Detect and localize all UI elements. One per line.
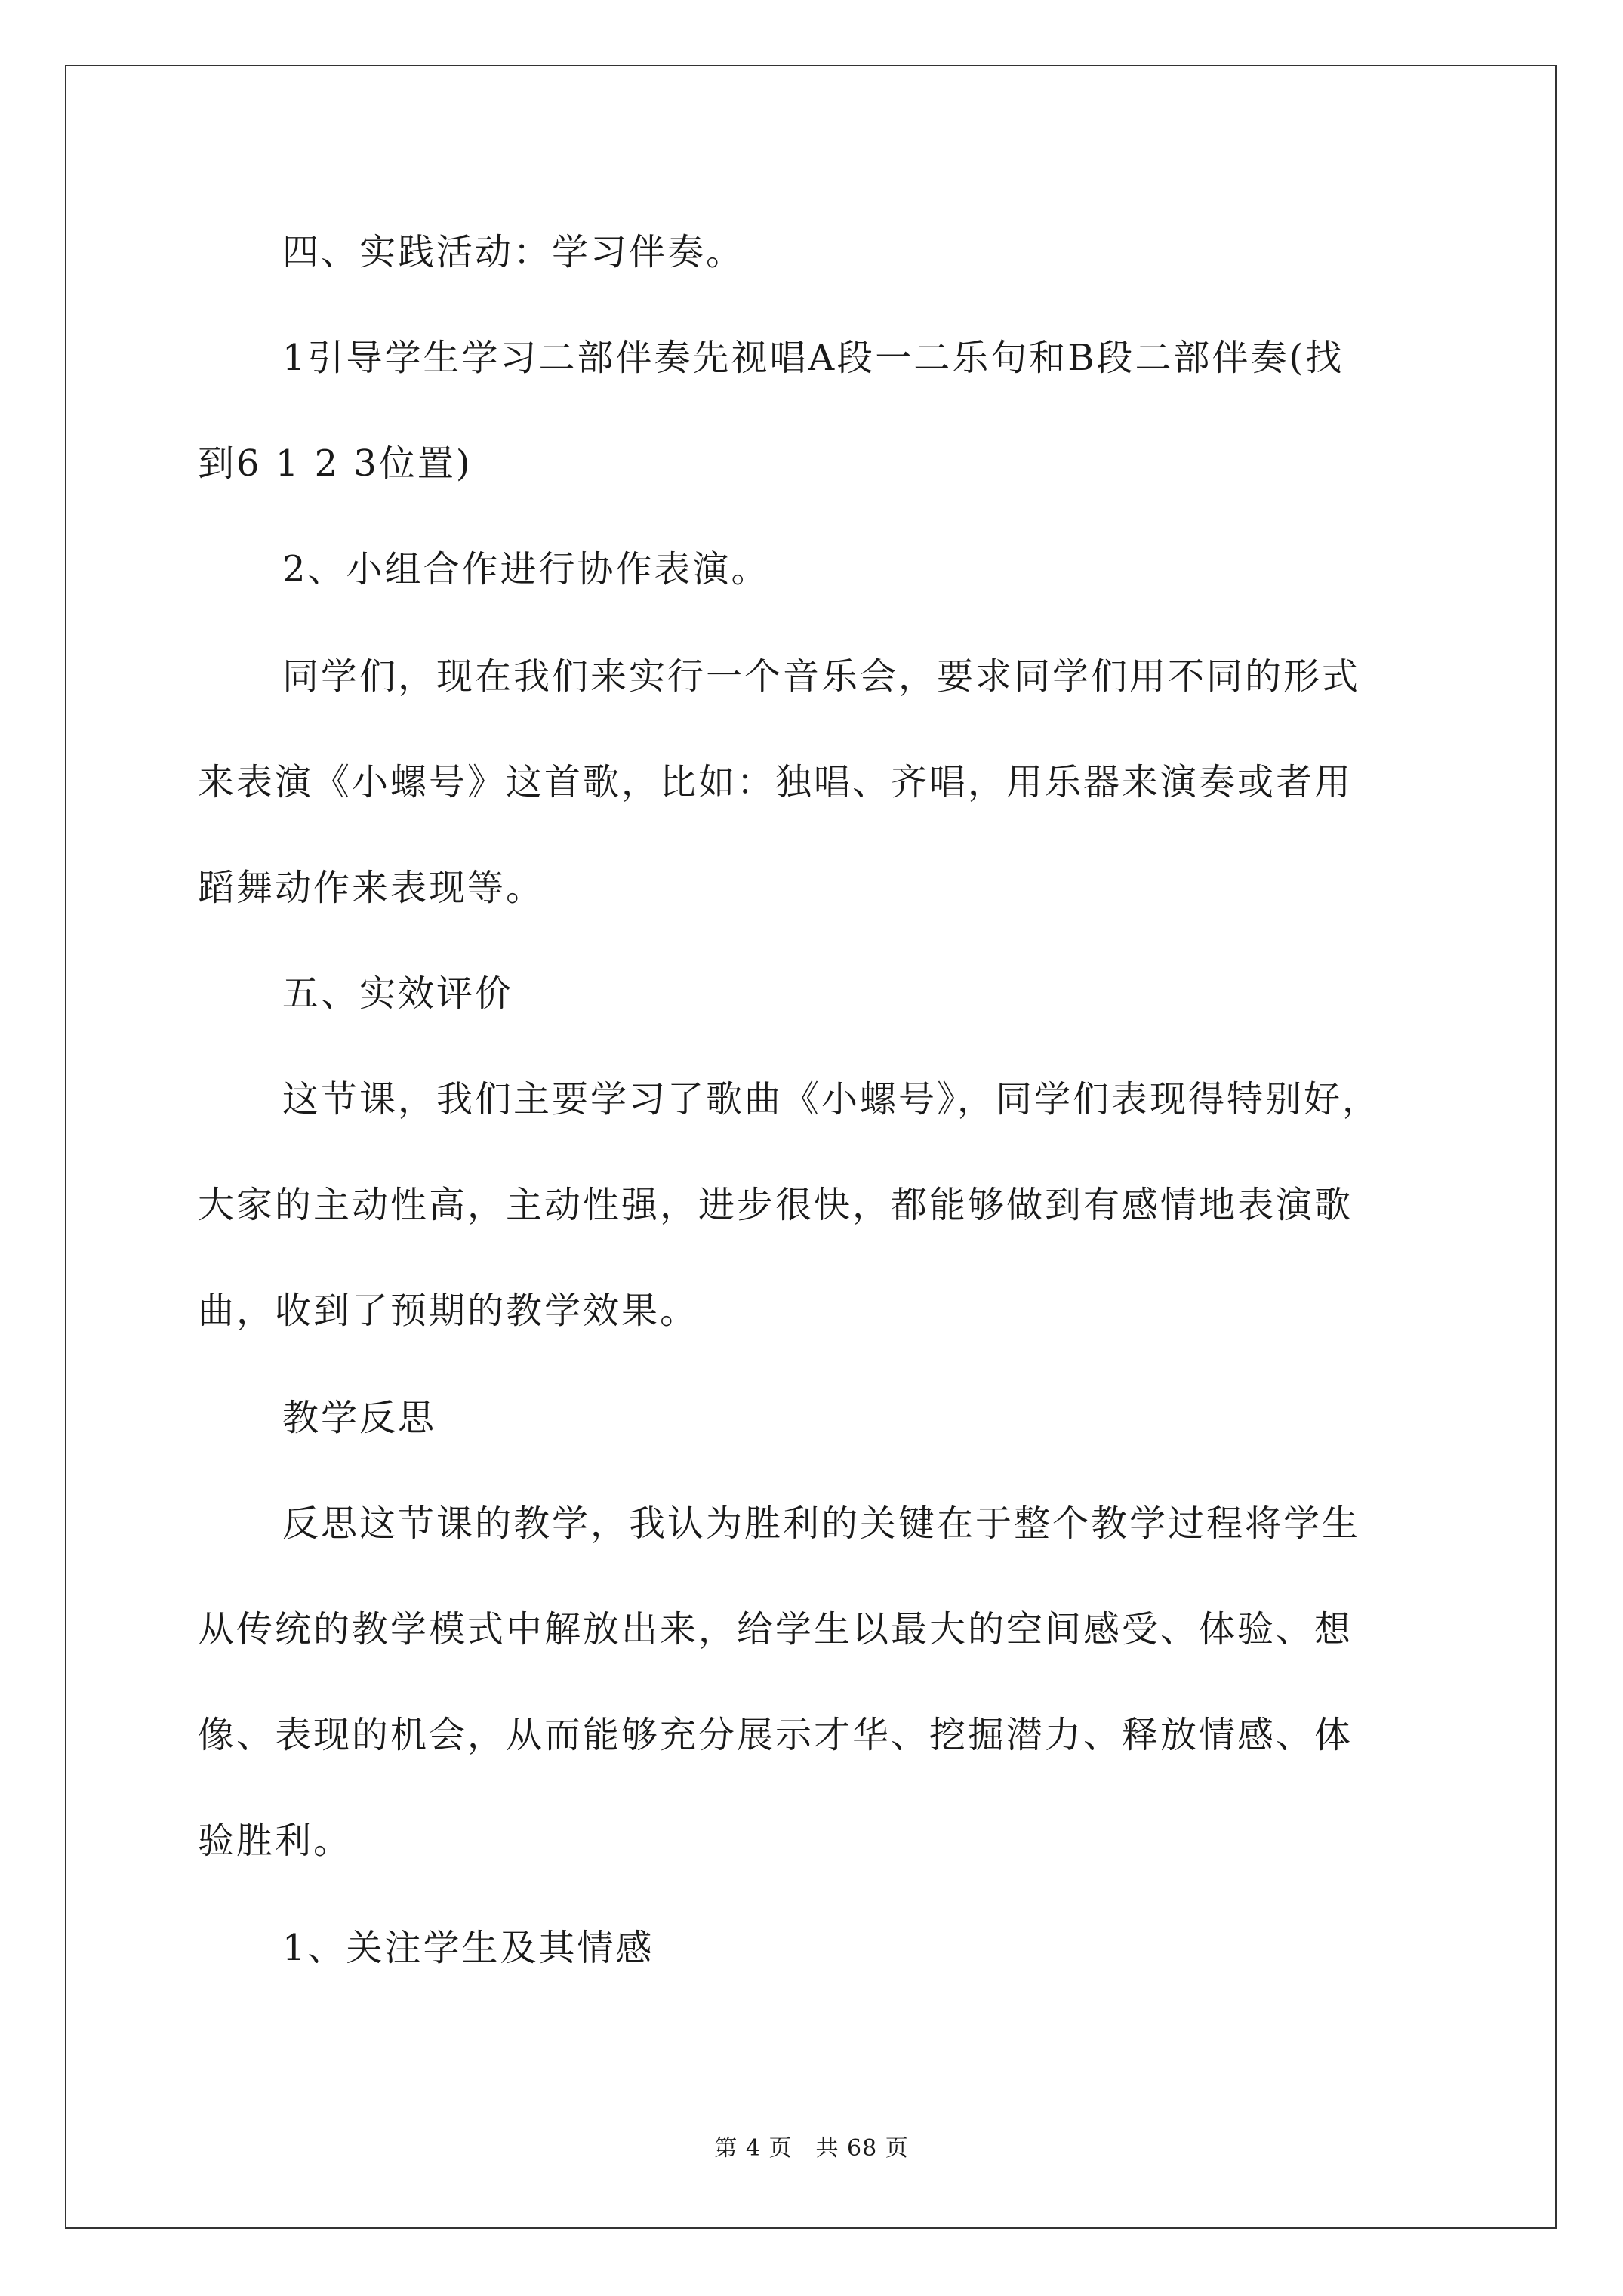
page-number-footer: 第 4 页 共 68 页 [714,2135,909,2162]
heading-focus-students: 1、关注学生及其情感 [282,1927,654,1969]
paragraph-line: 大家的主动性高，主动性强，进步很快，都能够做到有感情地表演歌 [198,1184,1354,1226]
page-border [65,65,1557,2229]
heading-evaluation: 五、实效评价 [282,972,514,1015]
paragraph-line: 来表演《小螺号》这首歌，比如：独唱、齐唱，用乐器来演奏或者用 [198,761,1354,803]
paragraph-line: 这节课，我们主要学习了歌曲《小螺号》，同学们表现得特别好， [282,1078,1381,1120]
paragraph-line: 像、表现的机会，从而能够充分展示才华、挖掘潜力、释放情感、体 [198,1714,1354,1756]
paragraph-line: 从传统的教学模式中解放出来，给学生以最大的空间感受、体验、想 [198,1608,1354,1650]
paragraph-line: 1引导学生学习二部伴奏先视唱A段一二乐句和B段二部伴奏(找 [282,337,1344,379]
paragraph-line: 曲，收到了预期的教学效果。 [198,1290,699,1332]
paragraph-line: 同学们，现在我们来实行一个音乐会，要求同学们用不同的形式 [282,655,1361,698]
paragraph-line: 2、小组合作进行协作表演。 [282,548,770,590]
paragraph-line: 到6 1 2 3位置) [198,442,473,485]
heading-practice-activity: 四、实践活动：学习伴奏。 [282,231,745,273]
heading-reflection: 教学反思 [282,1397,437,1439]
paragraph-line: 验胜利。 [198,1820,353,1862]
paragraph-line: 反思这节课的教学，我认为胜利的关键在于整个教学过程将学生 [282,1502,1361,1545]
paragraph-line: 蹈舞动作来表现等。 [198,867,545,909]
